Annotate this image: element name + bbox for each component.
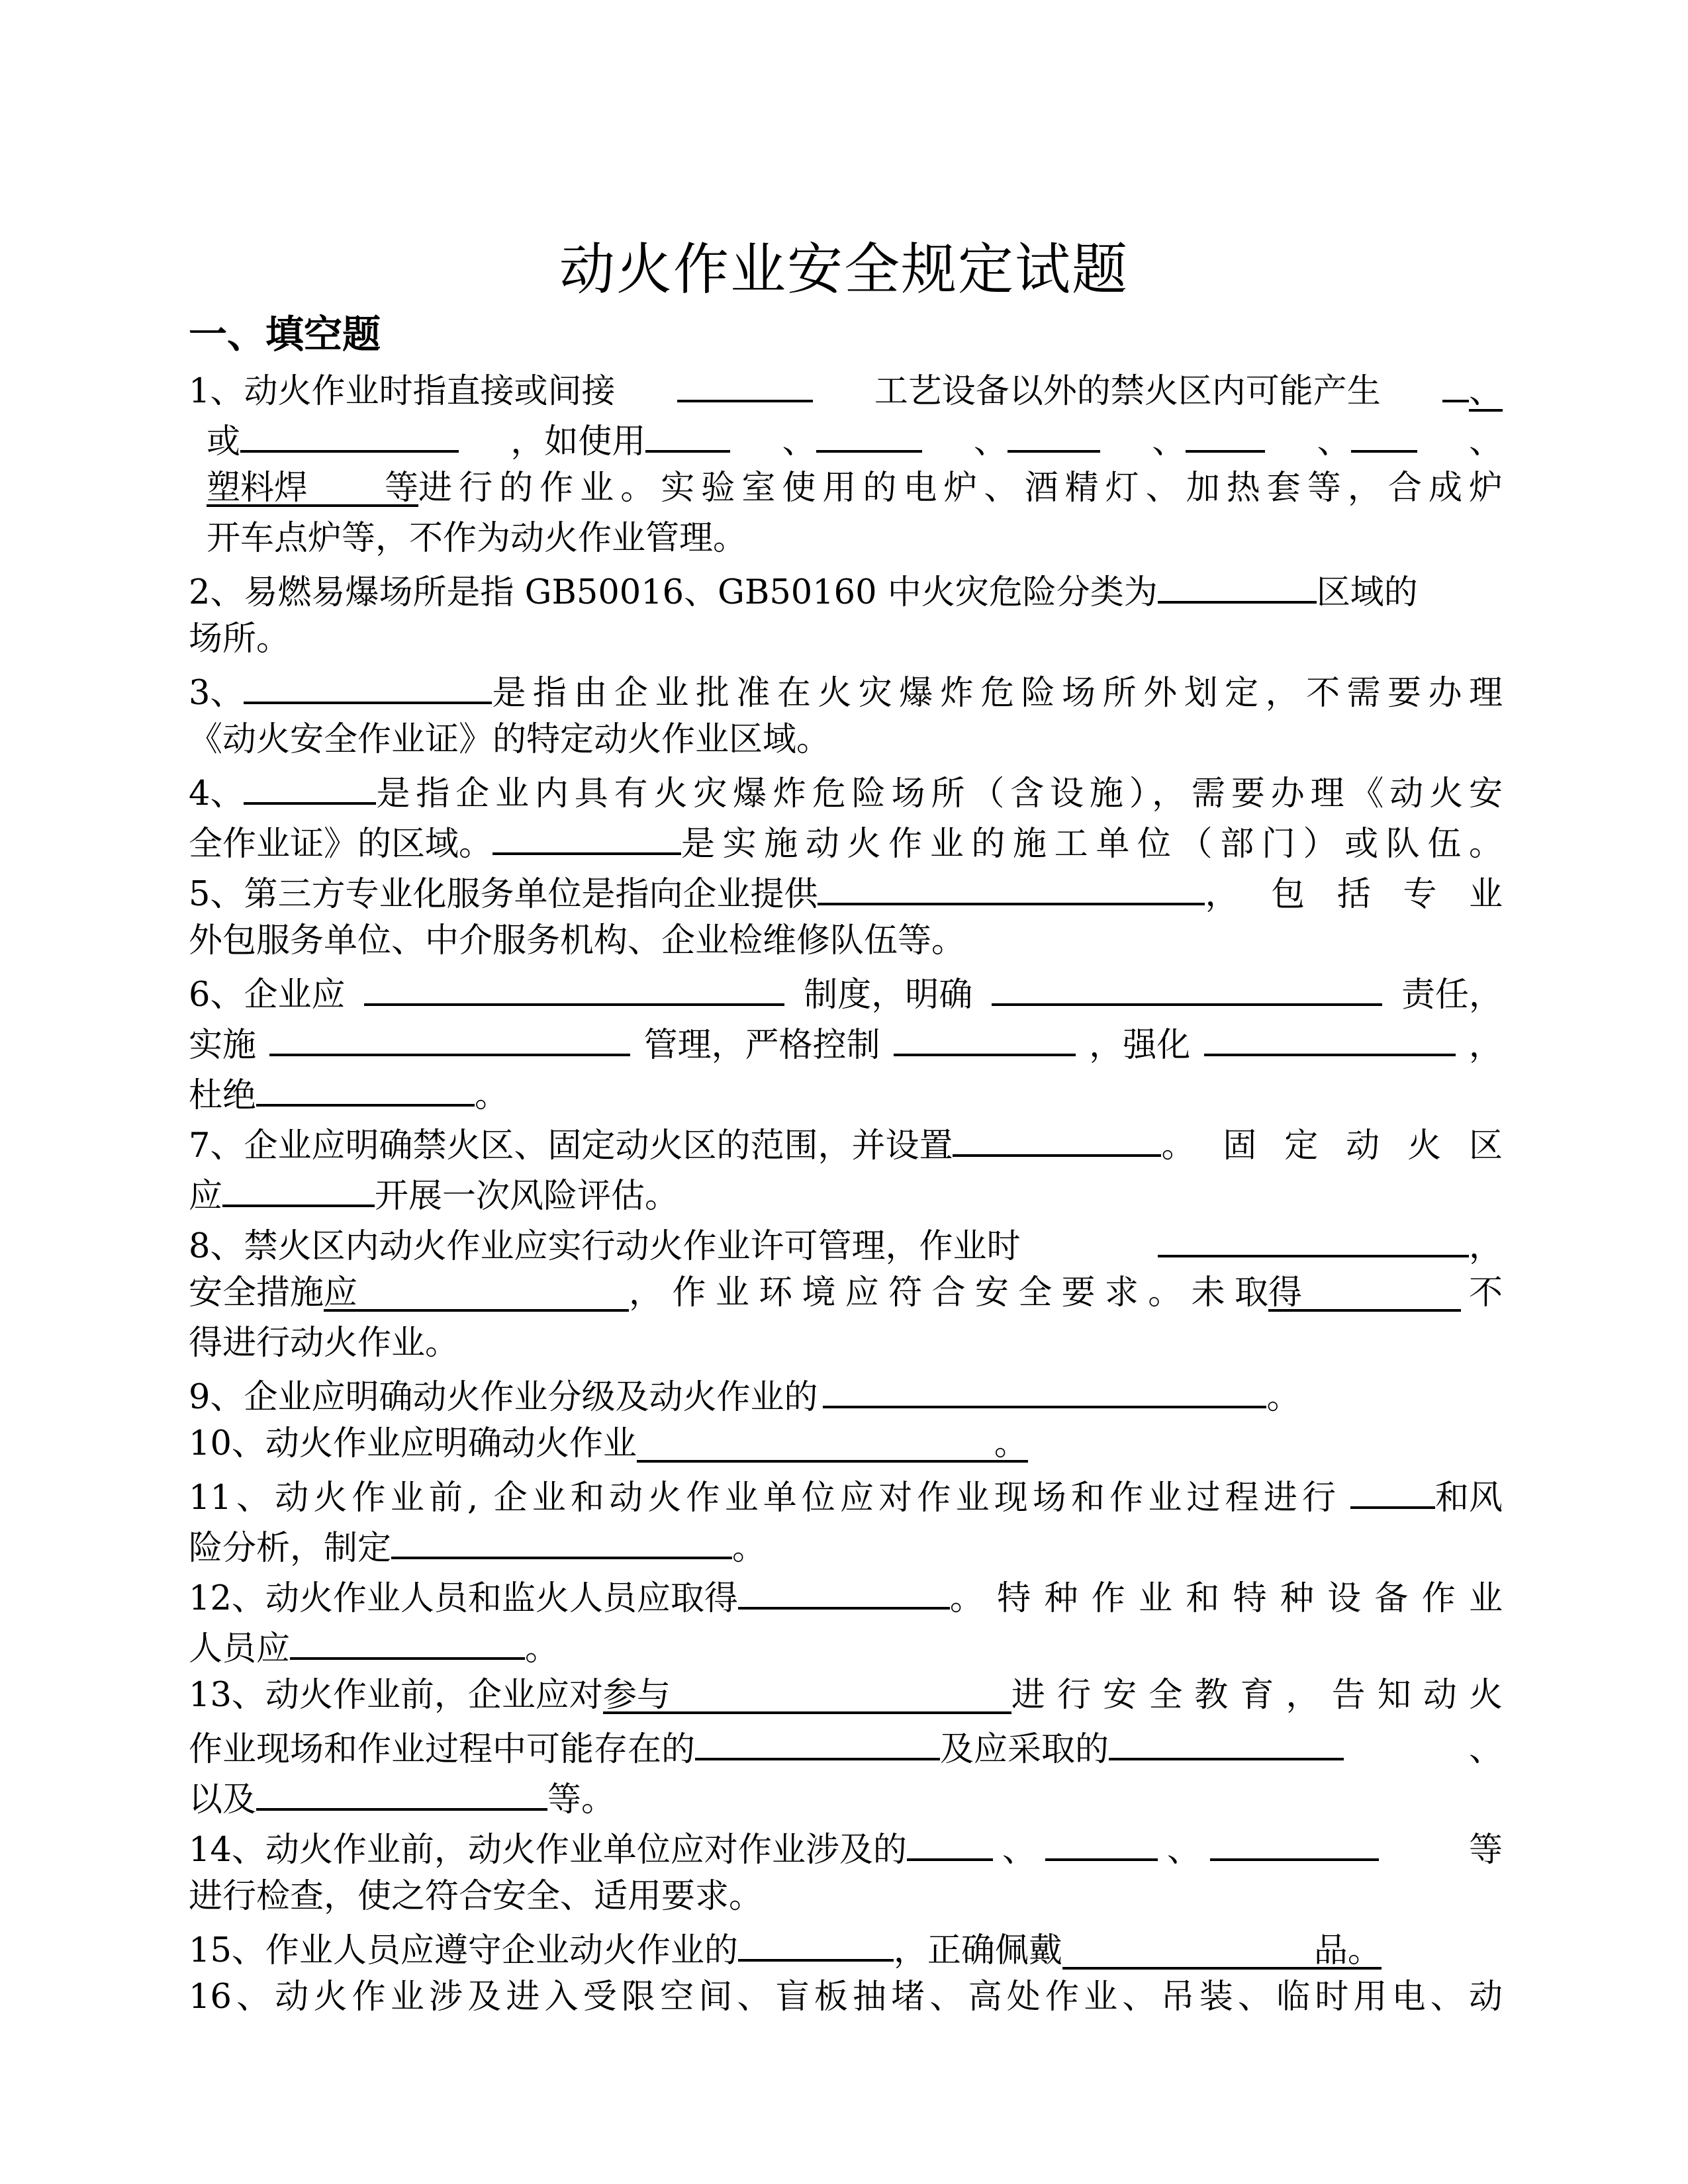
q1-text: 等 [385, 469, 419, 508]
q7-blank-1[interactable] [953, 1117, 1161, 1157]
q2-text: 2、易燃易爆场所是指 GB50016、GB50160 中火灾危险分类为 [189, 573, 1158, 612]
question-9-line-1 [189, 1369, 1503, 1419]
q8-text: ，作业环境应符合安全要求。未取 [629, 1273, 1268, 1312]
q11-text: 11、动火作业前, 企业和动火作业单位应对作业现场和作业过程进行 [189, 1479, 1336, 1518]
q6-text: 管理，严格控制 [643, 1026, 880, 1065]
q7-text: 7、企业应明确禁火区、固定动火区的范围，并设置 [189, 1126, 953, 1165]
q15-blank-1[interactable] [738, 1922, 894, 1962]
q6-blank-4[interactable] [894, 1017, 1076, 1056]
q1-separator: 、 [782, 422, 816, 461]
question-2-line-2 [189, 614, 1503, 664]
question-12-line-1 [189, 1570, 1503, 1620]
q14-text: 等 [1468, 1831, 1503, 1870]
q14-separator: 、 [1166, 1831, 1201, 1870]
q6-text: 杜绝 [189, 1076, 257, 1115]
page-title: 动火作业安全规定试题 [559, 237, 1129, 302]
q4-text: 是指企业内具有火灾爆炸危险场所（含设施），需要办理《动火安 [376, 774, 1503, 813]
q6-blank-6[interactable] [256, 1067, 475, 1107]
q1-text: 或 [207, 422, 241, 461]
q14-text: 进行检查，使之符合安全、适用要求。 [189, 1877, 763, 1916]
q12-text: 人员应 [189, 1629, 291, 1668]
q1-text: ，如使用 [510, 422, 646, 461]
question-3-line-2 [189, 715, 1503, 765]
q4-blank-1[interactable] [244, 765, 376, 805]
q1-text: 开车点炉等，不作为动火作业管理。 [207, 519, 747, 558]
question-6-line-3 [189, 1067, 1503, 1117]
q11-text: 和风 [1434, 1479, 1503, 1518]
section-heading: 一、填空题 [189, 312, 381, 357]
question-8-line-1 [189, 1218, 1503, 1268]
q15-text: 品。 [1313, 1931, 1382, 1970]
question-13-line-3 [189, 1771, 1503, 1821]
q8-text: 不 [1468, 1273, 1503, 1312]
q7-text: 应 [189, 1177, 223, 1216]
q1-separator: 、 [973, 422, 1008, 461]
q9-text: 。 [1266, 1378, 1301, 1417]
q8-text: 8、禁火区内动火作业应实行动火作业许可管理，作业时 [189, 1227, 1021, 1266]
q14-blank-2[interactable] [1045, 1821, 1158, 1861]
q8-blank-1[interactable] [1158, 1218, 1469, 1257]
q1-text: 1、动火作业时指直接或间接 [189, 372, 616, 411]
question-12-line-2 [189, 1620, 1503, 1670]
q13-text: 等。 [547, 1780, 616, 1819]
question-7-line-2 [189, 1167, 1503, 1218]
q13-text: 作业现场和作业过程中可能存在的 [189, 1730, 696, 1769]
question-4-line-1 [189, 765, 1503, 815]
q13-text: 以及 [189, 1780, 257, 1819]
q7-text: 。固定动火区 [1161, 1126, 1503, 1165]
q11-blank-2[interactable] [391, 1520, 732, 1559]
q13-text: 13、动火作业前，企业应对 [189, 1676, 603, 1715]
q1-blank-9[interactable] [207, 463, 418, 507]
question-2-line-1 [189, 564, 1503, 614]
q8-text: 得 [1268, 1273, 1302, 1312]
q4-text: 是实施动火作业的施工单位（部门）或队伍。 [681, 825, 1503, 864]
q1-blank-5[interactable] [816, 413, 922, 453]
q15-text: ，正确佩戴 [893, 1931, 1062, 1970]
question-10-line-1 [189, 1419, 1503, 1469]
q6-text: 。 [475, 1076, 509, 1115]
q12-text: 。 [525, 1629, 559, 1668]
q13-text: 参与 [602, 1676, 671, 1715]
q12-text: 。特种作业和特种设备作业 [949, 1579, 1503, 1618]
q1-separator: 、 [1317, 422, 1351, 461]
question-8-line-3 [189, 1318, 1503, 1369]
q10-blank-1[interactable] [637, 1419, 1028, 1463]
q9-text: 9、企业应明确动火作业分级及动火作业的 [189, 1378, 818, 1417]
q1-separator: 、 [1152, 422, 1186, 461]
q4-text: 4、 [189, 774, 244, 813]
q3-text: 3、 [189, 674, 244, 713]
question-11-line-2 [189, 1520, 1503, 1570]
q1-blank-4[interactable] [645, 413, 730, 453]
q15-blank-2[interactable] [1062, 1926, 1382, 1970]
question-14-line-1 [189, 1821, 1503, 1872]
q10-text: 10、动火作业应明确动火作业 [189, 1424, 637, 1463]
q10-text: 。 [994, 1424, 1028, 1463]
q13-blank-3[interactable] [1109, 1721, 1344, 1760]
question-13-line-2 [189, 1721, 1503, 1771]
q6-blank-1[interactable] [364, 966, 784, 1006]
q5-blank-1[interactable] [818, 866, 1205, 905]
q8-text: 应 [324, 1273, 358, 1312]
q6-text: ， [1468, 1026, 1503, 1065]
q6-text: 实施 [189, 1026, 257, 1065]
q8-text: 得进行动火作业。 [189, 1324, 459, 1363]
q8-blank-2[interactable] [324, 1268, 629, 1312]
q13-blank-2[interactable] [695, 1721, 940, 1760]
question-5-line-2 [189, 916, 1503, 966]
question-13-line-1 [189, 1670, 1503, 1721]
question-6-line-2 [189, 1017, 1503, 1067]
q2-blank-1[interactable] [1158, 564, 1317, 604]
q8-text: 安全措施 [189, 1273, 324, 1312]
q5-text: ，包括专业 [1205, 875, 1503, 914]
q6-text: 责任， [1401, 976, 1503, 1015]
q3-text: 是指由企业批准在火灾爆炸危险场所外划定，不需要办理 [492, 674, 1503, 713]
q8-text: ， [1468, 1227, 1503, 1266]
question-1-line-2 [207, 413, 1503, 463]
q1-blank-2[interactable] [1442, 363, 1503, 417]
q4-blank-2[interactable] [492, 815, 681, 855]
q4-text: 全作业证》的区域。 [189, 825, 493, 864]
q9-blank-1[interactable] [823, 1369, 1266, 1408]
q12-blank-1[interactable] [738, 1570, 950, 1610]
q6-blank-3[interactable] [269, 1017, 630, 1056]
q13-text: 、 [1468, 1730, 1503, 1769]
q11-blank-1[interactable] [1350, 1469, 1435, 1509]
q15-text: 15、作业人员应遵守企业动火作业的 [189, 1931, 738, 1970]
q14-blank-1[interactable] [907, 1821, 993, 1861]
q2-text: 区域的 [1316, 573, 1418, 612]
q1-separator: 、 [1468, 372, 1503, 411]
q5-text: 5、第三方专业化服务单位是指向企业提供 [189, 875, 818, 914]
q8-blank-3[interactable] [1268, 1268, 1461, 1312]
question-3-line-1 [189, 664, 1503, 715]
q6-blank-5[interactable] [1204, 1017, 1456, 1056]
q13-blank-1[interactable] [603, 1670, 1011, 1714]
q3-text: 《动火安全作业证》的特定动火作业区域。 [189, 720, 831, 759]
q7-text: 开展一次风险评估。 [375, 1177, 679, 1216]
question-1-line-1 [189, 363, 1503, 413]
q1-text: 塑料焊 [207, 469, 308, 508]
q6-text: 6、企业应 [189, 976, 346, 1015]
q16-text: 16、动火作业涉及进入受限空间、盲板抽堵、高处作业、吊装、临时用电、动 [189, 1978, 1503, 2017]
question-11-line-1 [189, 1469, 1503, 1520]
question-16-line-1 [189, 1972, 1503, 2023]
q6-text: 制度，明确 [804, 976, 973, 1015]
question-6-line-1 [189, 966, 1503, 1017]
q1-text: 进行的作业。实验室使用的电炉、酒精灯、加热套等，合成炉 [418, 469, 1503, 508]
q12-blank-2[interactable] [290, 1620, 525, 1660]
q13-text: 及应采取的 [940, 1730, 1109, 1769]
q14-separator: 、 [1002, 1831, 1036, 1870]
question-5-line-1 [189, 866, 1503, 916]
question-15-line-1 [189, 1922, 1503, 1972]
q12-text: 12、动火作业人员和监火人员应取得 [189, 1579, 738, 1618]
question-1-line-4 [207, 514, 1503, 564]
question-7-line-1 [189, 1117, 1503, 1167]
question-14-line-2 [189, 1872, 1503, 1922]
q11-text: 。 [732, 1529, 767, 1568]
question-1-line-3 [207, 463, 1503, 514]
q1-text: 工艺设备以外的禁火区内可能产生 [874, 372, 1381, 411]
q7-blank-2[interactable] [222, 1167, 375, 1207]
q14-text: 14、动火作业前，动火作业单位应对作业涉及的 [189, 1831, 907, 1870]
q14-blank-3[interactable] [1210, 1821, 1379, 1861]
question-8-line-2 [189, 1268, 1503, 1318]
q13-blank-4[interactable] [256, 1771, 547, 1811]
q6-text: ，强化 [1089, 1026, 1191, 1065]
q13-text: 进行安全教育，告知动火 [1011, 1676, 1503, 1715]
q3-blank-1[interactable] [244, 664, 492, 704]
q2-text: 场所。 [189, 619, 291, 659]
q1-blank-1[interactable] [677, 363, 813, 402]
q1-blank-8[interactable] [1351, 413, 1417, 453]
q1-separator: 、 [1468, 422, 1503, 461]
q1-blank-3[interactable] [240, 413, 459, 453]
q11-text: 险分析，制定 [189, 1529, 392, 1568]
question-4-line-2 [189, 815, 1503, 866]
q1-blank-7[interactable] [1186, 413, 1265, 453]
q6-blank-2[interactable] [992, 966, 1382, 1006]
q1-blank-6[interactable] [1008, 413, 1100, 453]
q5-text: 外包服务单位、中介服务机构、企业检维修队伍等。 [189, 921, 966, 960]
